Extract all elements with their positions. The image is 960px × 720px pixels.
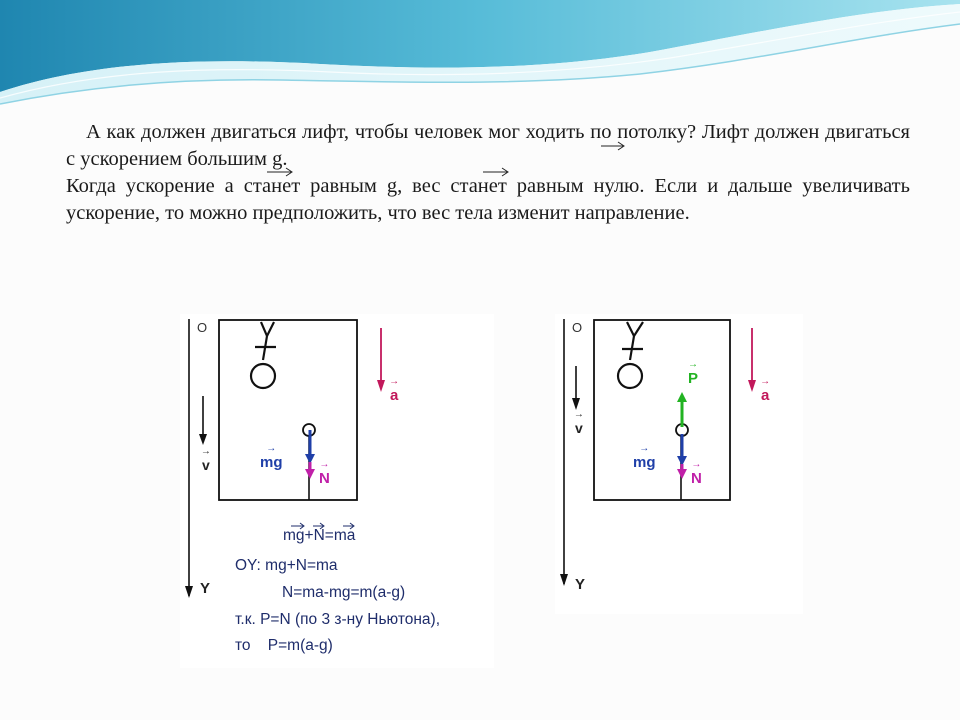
gravity-force-label: → mg — [633, 454, 656, 471]
y-axis-arrowhead — [560, 574, 568, 586]
formula-vector-marks — [283, 521, 393, 531]
vector-arrow-weight-mark — [482, 166, 510, 178]
y-axis-arrowhead — [185, 586, 193, 598]
y-axis-label: Y — [575, 576, 586, 593]
weight-force-label: → P — [688, 370, 698, 387]
normal-force-label: → N — [691, 470, 702, 487]
diagram-left-panel — [180, 314, 494, 668]
person-figure — [618, 322, 643, 388]
velocity-label: → v — [575, 420, 583, 436]
formula-weight: то P=m(a-g) — [235, 637, 333, 654]
elevator-cabin — [219, 320, 357, 500]
origin-label: O — [572, 320, 583, 335]
y-axis-label: Y — [200, 580, 211, 597]
right-elevator-diagram — [555, 314, 803, 614]
acceleration-label: → a — [390, 387, 398, 404]
formula-normal-force: N=ma-mg=m(a-g) — [282, 584, 406, 601]
paragraph-explanation: Когда ускорение a станет равным g, вес станет равным нулю. Если и дальше увеличивать ускорение, то можно предположить, что вес тела изменит направление. — [66, 175, 910, 224]
formula-projection: OY: mg+N=ma — [235, 557, 338, 574]
header-wave-decoration — [0, 0, 960, 115]
elevator-cabin — [594, 320, 730, 500]
formula-newton-third: т.к. P=N (по 3 з-ну Ньютона), — [235, 611, 441, 628]
diagram-right-panel — [555, 314, 803, 614]
origin-label: O — [197, 320, 208, 335]
formula-vector-sum: mg+N=ma — [283, 527, 356, 544]
person-figure — [251, 322, 276, 388]
acceleration-label: → a — [761, 387, 769, 404]
vector-arrow-g-mark — [600, 140, 626, 152]
vector-arrow-a-mark — [266, 166, 294, 178]
velocity-label: → v — [202, 457, 210, 473]
normal-force-label: → N — [319, 470, 330, 487]
gravity-force-label: → mg — [260, 454, 283, 471]
paragraph-question: А как должен двигаться лифт, чтобы человек мог ходить по потолку? Лифт должен двигаться с ускорением большим g. — [66, 121, 910, 170]
